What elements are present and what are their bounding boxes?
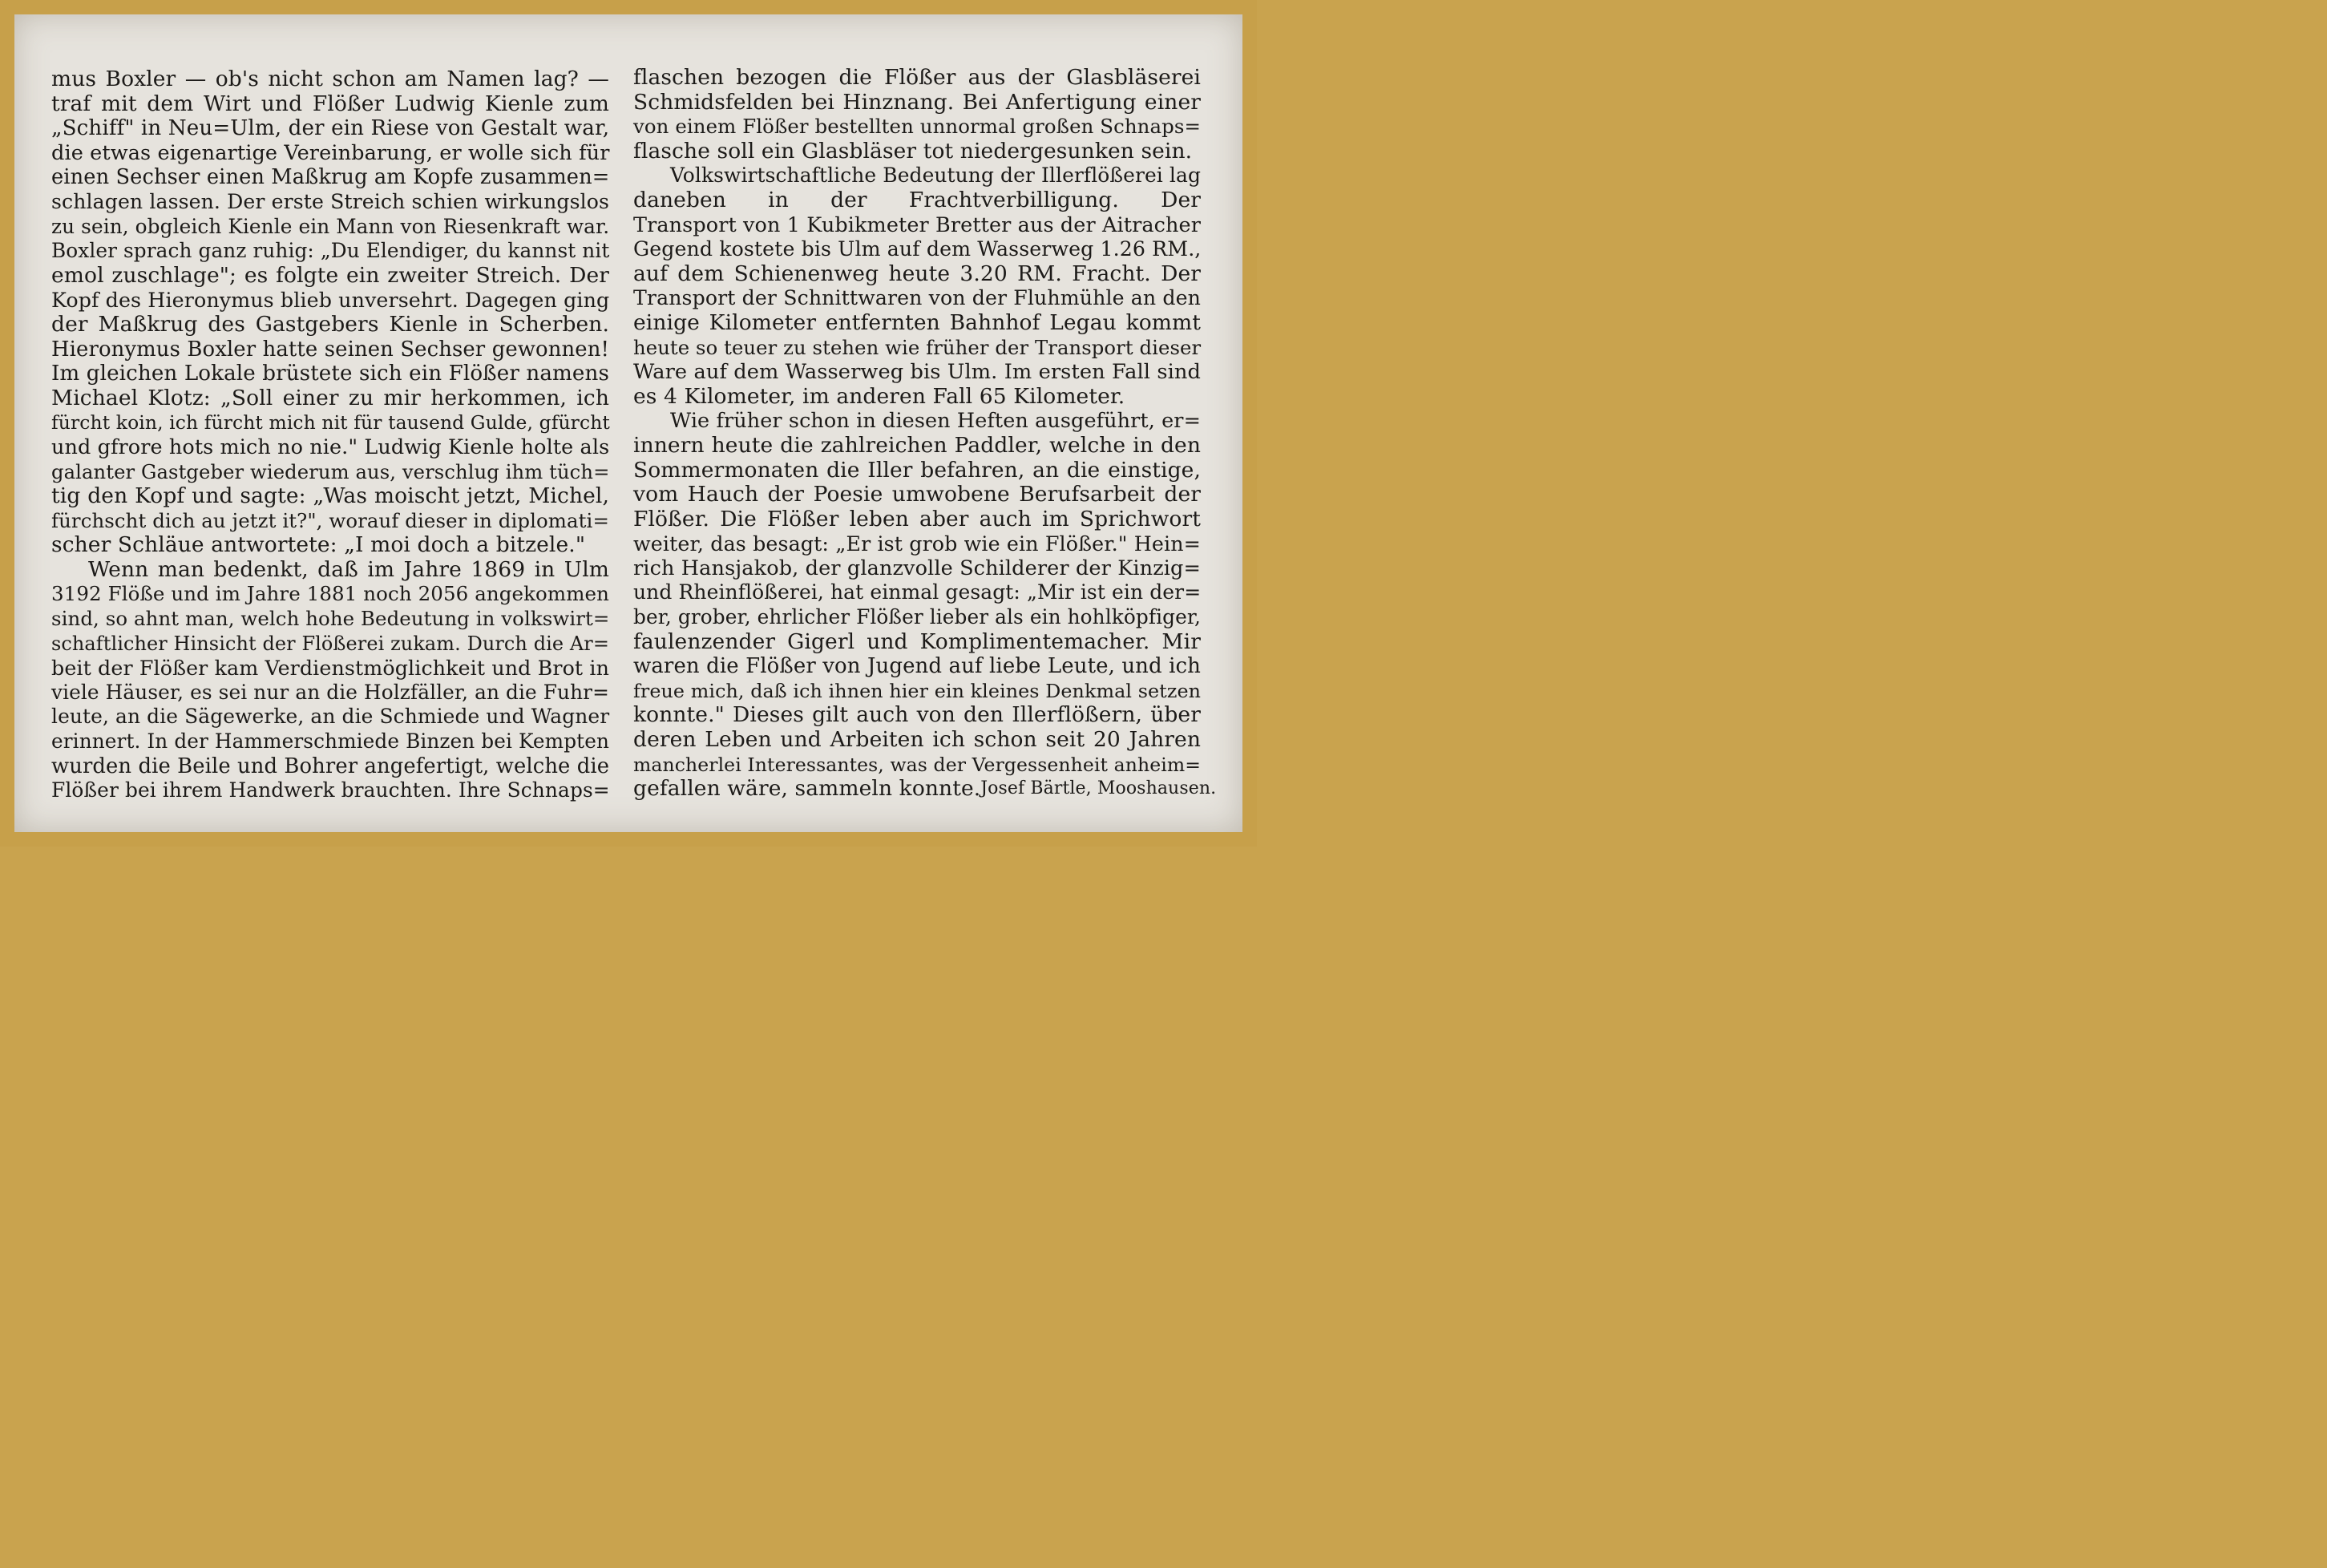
text-line: emol zuschlage"; es folgte ein zweiter Streich. Der — [51, 262, 609, 288]
text-line: flasche soll ein Glasbläser tot niedergesunken sein. — [633, 138, 1193, 164]
text-line: mancherlei Interessantes, was der Vergessenheit anheim= — [633, 753, 1201, 776]
text-line: freue mich, daß ich ihnen hier ein kleines Denkmal setzen — [633, 679, 1202, 702]
text-line: galanter Gastgeber wiederum aus, verschlug ihm tüch= — [51, 459, 610, 483]
left-text-column — [51, 67, 609, 803]
text-line: wurden die Beile und Bohrer angefertigt, welche die — [51, 754, 610, 778]
text-line: scher Schläue antwortete: „I moi doch a bitzele." — [51, 532, 586, 558]
text-line: vom Hauch der Poesie umwobene Berufsarbeit der — [633, 482, 1201, 507]
text-line: heute so teuer zu stehen wie früher der Transport dieser — [633, 335, 1202, 359]
text-line: Gegend kostete bis Ulm auf dem Wasserweg 1.26 RM., — [633, 237, 1202, 261]
text-line: konnte." Dieses gilt auch von den Illerflößern, über — [633, 702, 1201, 728]
right-text-column — [633, 65, 1217, 802]
text-line: Boxler sprach ganz ruhig: „Du Elendiger, du kannst nit — [51, 239, 610, 263]
text-line: auf dem Schienenweg heute 3.20 RM. Fracht. Der — [633, 261, 1201, 286]
text-line: und gfrore hots mich no nie." Ludwig Kienle holte als — [51, 434, 610, 459]
text-line: schlagen lassen. Der erste Streich schien wirkungslos — [51, 189, 609, 213]
text-line: faulenzender Gigerl und Komplimentemacher. Mir — [633, 628, 1201, 654]
text-line: zu sein, obgleich Kienle ein Mann von Riesenkraft war. — [51, 214, 610, 238]
text-line: leute, an die Sägewerke, an die Schmiede und Wagner — [51, 705, 610, 729]
text-line: Wenn man bedenkt, daß im Jahre 1869 in Ulm — [88, 556, 609, 582]
text-line: daneben in der Frachtverbilligung. Der — [633, 187, 1201, 212]
text-line: Michael Klotz: „Soll einer zu mir herkommen, ich — [51, 385, 609, 410]
text-line: von einem Flößer bestellten unnormal großen Schnaps= — [633, 115, 1201, 139]
gold-frame — [0, 0, 1257, 847]
text-line: sind, so ahnt man, welch hohe Bedeutung in volkswirt= — [51, 607, 610, 631]
document-page — [14, 14, 1242, 832]
closing-line-row — [633, 776, 1217, 802]
text-line: innern heute die zahlreichen Paddler, welche in den — [633, 432, 1201, 458]
closing-line: gefallen wäre, sammeln konnte. — [633, 776, 981, 802]
text-line: flaschen bezogen die Flößer aus der Glasbläserei — [633, 65, 1201, 90]
author-signature: Josef Bärtle, Mooshausen. — [980, 778, 1217, 799]
text-line: rich Hansjakob, der glanzvolle Schilderer der Kinzig= — [633, 556, 1201, 580]
text-line: viele Häuser, es sei nur an die Holzfäller, an die Fuhr= — [51, 680, 609, 704]
right-column-lines — [633, 66, 1201, 777]
text-line: Wie früher schon in diesen Heften ausgeführt, er= — [670, 409, 1201, 434]
text-line: Volkswirtschaftliche Bedeutung der Illerflößerei lag — [670, 164, 1201, 188]
text-line: Flößer. Die Flößer leben aber auch im Sprichwort — [633, 506, 1201, 531]
text-line: Ware auf dem Wasserweg bis Ulm. Im ersten Fall sind — [633, 360, 1201, 385]
text-line: Kopf des Hieronymus blieb unversehrt. Dagegen ging — [51, 288, 610, 313]
text-line: schaftlicher Hinsicht der Flößerei zukam. Durch die Ar= — [51, 632, 609, 655]
text-line: waren die Flößer von Jugend auf liebe Leute, und ich — [633, 654, 1201, 679]
text-line: Flößer bei ihrem Handwerk brauchten. Ihre Schnaps= — [51, 778, 610, 802]
text-line: erinnert. In der Hammerschmiede Binzen bei Kempten — [51, 729, 609, 754]
text-line: „Schiff" in Neu=Ulm, der ein Riese von Gestalt war, — [51, 116, 610, 141]
text-line: fürcht koin, ich fürcht mich nit für tausend Gulde, gfürcht — [51, 411, 610, 434]
text-line: beit der Flößer kam Verdienstmöglichkeit und Brot in — [51, 656, 609, 681]
text-line: der Maßkrug des Gastgebers Kienle in Scherben. — [51, 311, 609, 337]
text-line: Im gleichen Lokale brüstete sich ein Flößer namens — [51, 362, 609, 386]
text-line: Hieronymus Boxler hatte seinen Sechser gewonnen! — [51, 337, 609, 362]
text-line: fürchscht dich au jetzt it?", worauf dieser in diplomati= — [51, 508, 609, 532]
text-line: mus Boxler — ob's nicht schon am Namen lag? — — [51, 67, 609, 91]
text-line: deren Leben und Arbeiten ich schon seit 20 Jahren — [633, 727, 1201, 753]
text-line: Transport der Schnittwaren von der Fluhmühle an den — [633, 286, 1201, 310]
text-line: einige Kilometer entfernten Bahnhof Legau kommt — [633, 309, 1201, 335]
text-line: und Rheinflößerei, hat einmal gesagt: „Mir ist ein der= — [633, 580, 1202, 604]
text-line: einen Sechser einen Maßkrug am Kopfe zusammen= — [51, 165, 610, 190]
text-line: ber, grober, ehrlicher Flößer lieber als ein hohlköpfiger, — [633, 605, 1202, 629]
text-line: es 4 Kilometer, im anderen Fall 65 Kilometer. — [633, 383, 1125, 409]
text-line: Transport von 1 Kubikmeter Bretter aus der Aitracher — [633, 212, 1201, 237]
text-line: tig den Kopf und sagte: „Was moischt jetzt, Michel, — [51, 483, 609, 509]
text-line: traf mit dem Wirt und Flößer Ludwig Kienle zum — [51, 91, 609, 116]
text-line: weiter, das besagt: „Er ist grob wie ein Flößer." Hein= — [633, 531, 1201, 556]
text-line: die etwas eigenartige Vereinbarung, er wolle sich für — [51, 140, 610, 165]
text-line: Schmidsfelden bei Hinznang. Bei Anfertigung einer — [633, 89, 1201, 115]
text-line: Sommermonaten die Iller befahren, an die einstige, — [633, 457, 1201, 483]
text-line: 3192 Flöße und im Jahre 1881 noch 2056 angekommen — [51, 582, 609, 606]
